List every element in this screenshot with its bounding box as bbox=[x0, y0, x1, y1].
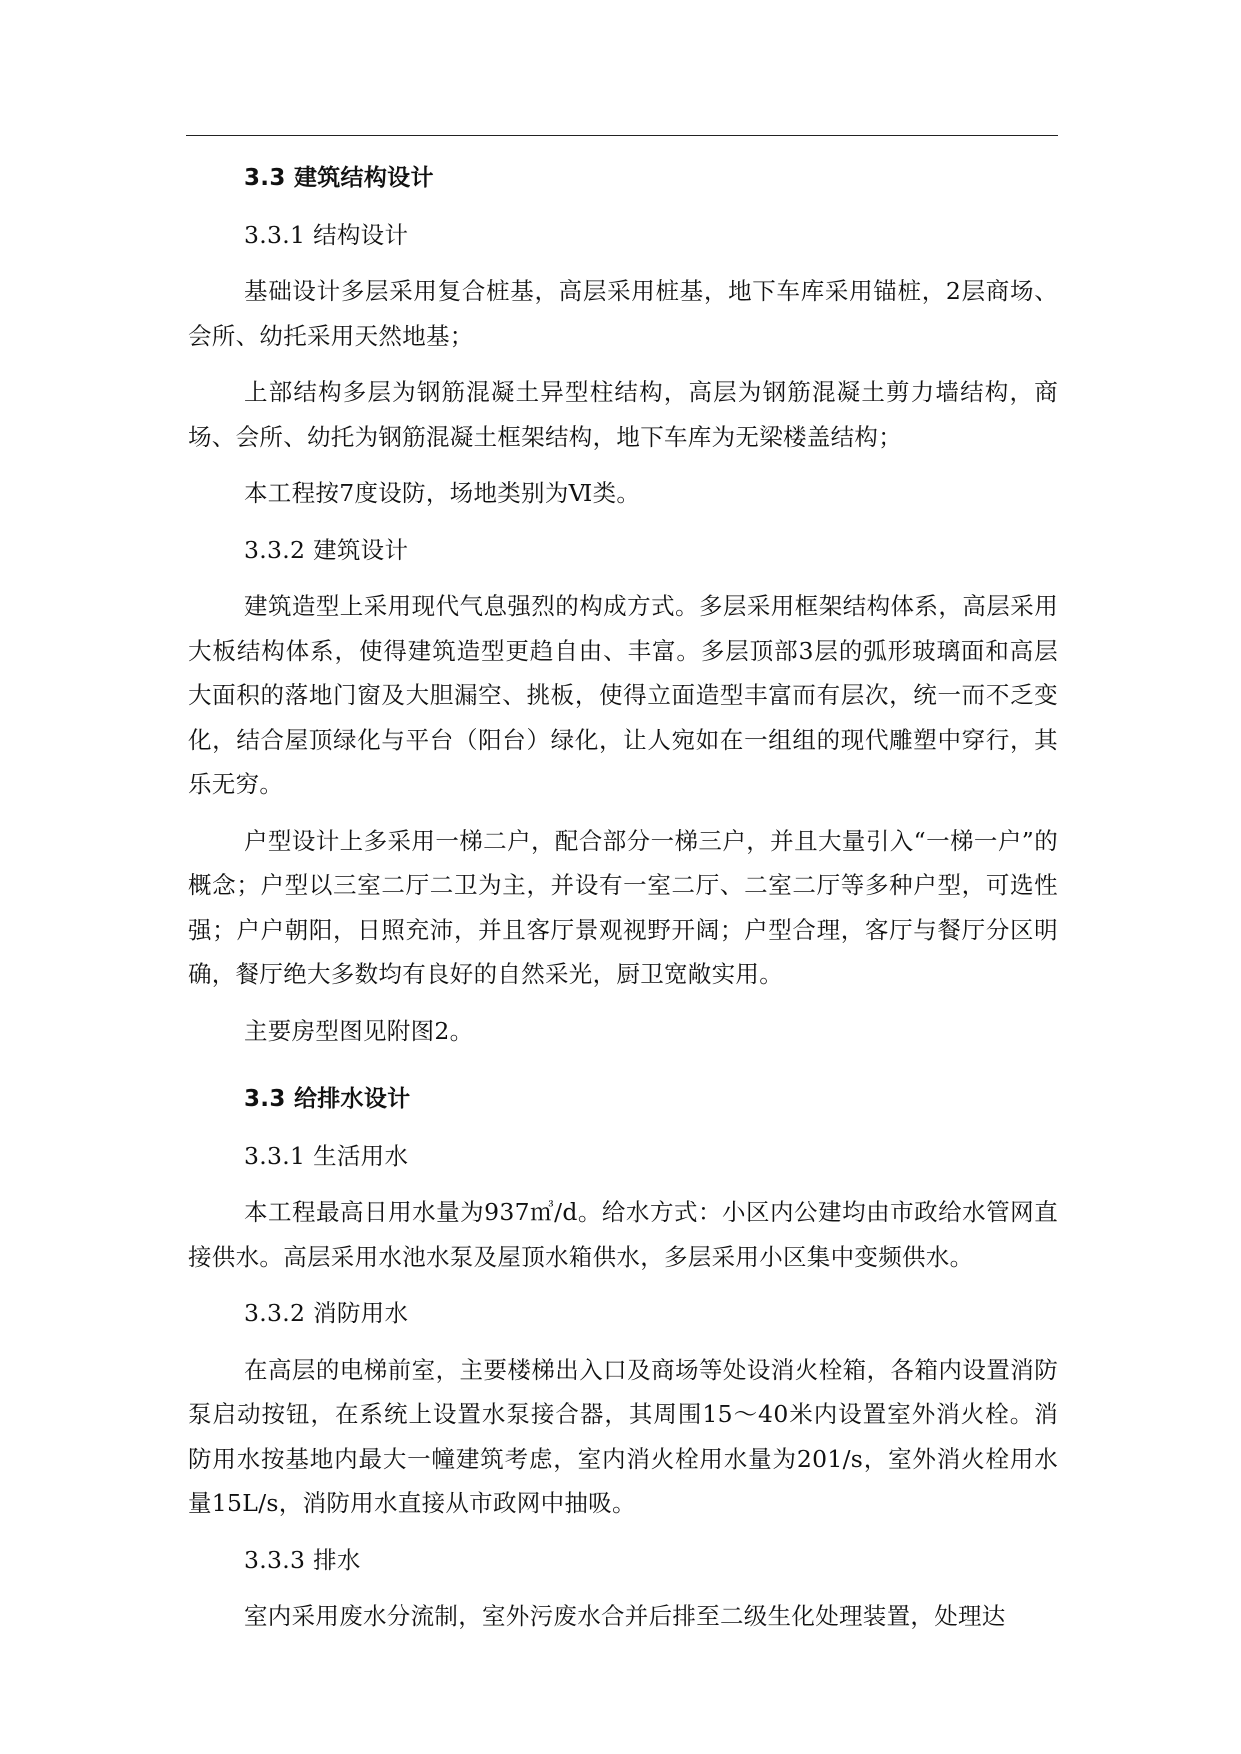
section-heading-building-structure: 3.3 建筑结构设计 bbox=[244, 165, 434, 191]
subsection-heading-domestic-water: 3.3.1 生活用水 bbox=[244, 1141, 409, 1170]
subsection-heading-structure-design: 3.3.1 结构设计 bbox=[244, 220, 409, 249]
paragraph: 上部结构多层为钢筋混凝土异型柱结构，高层为钢筋混凝土剪力墙结构，商场、会所、幼托为钢筋混凝土框架结构，地下车库为无梁楼盖结构； bbox=[188, 378, 1058, 451]
subsection-heading-fire-water: 3.3.2 消防用水 bbox=[244, 1299, 409, 1327]
document-body bbox=[188, 156, 1058, 1651]
paragraph: 本工程最高日用水量为937㎥/d。给水方式：小区内公建均由市政给水管网直接供水。高层采用水池水泵及屋顶水箱供水，多层采用小区集中变频供水。 bbox=[188, 1198, 1058, 1271]
paragraph: 在高层的电梯前室，主要楼梯出入口及商场等处设消火栓箱，各箱内设置消防泵启动按钮，在系统上设置水泵接合器，其周围15～40米内设置室外消火栓。消防用水按基地内最大一幢建筑考虑，室内消火栓用水量为201/s，室外消火栓用水量15L/s，消防用水直接从市政网中抽吸。 bbox=[188, 1355, 1058, 1517]
paragraph: 基础设计多层采用复合桩基，高层采用桩基，地下车库采用锚桩，2层商场、会所、幼托采用天然地基； bbox=[188, 277, 1058, 350]
section-heading-water-supply: 3.3 给排水设计 bbox=[244, 1086, 411, 1112]
paragraph: 主要房型图见附图2。 bbox=[244, 1016, 474, 1045]
subsection-heading-architecture-design: 3.3.2 建筑设计 bbox=[244, 535, 409, 564]
paragraph: 室内采用废水分流制，室外污废水合并后排至二级生化处理装置，处理达 bbox=[244, 1602, 1006, 1630]
paragraph: 本工程按7度设防，场地类别为Ⅵ类。 bbox=[244, 479, 641, 507]
header-rule bbox=[186, 135, 1058, 136]
paragraph: 建筑造型上采用现代气息强烈的构成方式。多层采用框架结构体系，高层采用大板结构体系，使得建筑造型更趋自由、丰富。多层顶部3层的弧形玻璃面和高层大面积的落地门窗及大胆漏空、挑板，使得立面造型丰富而有层次，统一而不乏变化，结合屋顶绿化与平台（阳台）绿化，让人宛如在一组组的现代雕塑中穿行，其乐无穷。 bbox=[188, 592, 1058, 798]
paragraph: 户型设计上多采用一梯二户，配合部分一梯三户，并且大量引入“一梯一户”的概念；户型以三室二厅二卫为主，并设有一室二厅、二室二厅等多种户型，可选性强；户户朝阳，日照充沛，并且客厅景观视野开阔；户型合理，客厅与餐厅分区明确，餐厅绝大多数均有良好的自然采光，厨卫宽敞实用。 bbox=[188, 826, 1058, 988]
subsection-heading-drainage: 3.3.3 排水 bbox=[244, 1545, 361, 1574]
